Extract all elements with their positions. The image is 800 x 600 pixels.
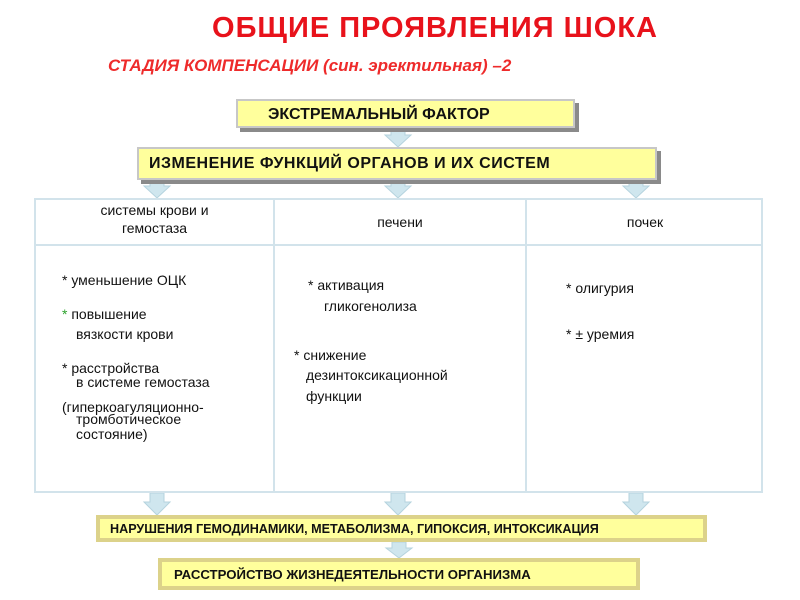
table-header-divider [36,244,761,246]
blood-item-viscosity-text: вязкости крови [76,326,174,342]
arrow-kidney-to-disorders [623,493,649,515]
column-divider [525,200,527,491]
blood-item-viscosity-increase: * повышение [62,306,147,322]
blood-item-bcv-decrease: * уменьшение ОЦК [62,272,187,288]
disorders-box: НАРУШЕНИЯ ГЕМОДИНАМИКИ, МЕТАБОЛИЗМА, ГИПОКСИЯ, ИНТОКСИКАЦИЯ [96,515,707,542]
blood-item-hemostasis-disorder: * расстройства [62,360,160,376]
extreme-factor-box: ЭКСТРЕМАЛЬНЫЙ ФАКТОР [236,99,575,128]
liver-item-detox-decrease: * снижение [294,347,367,363]
column-header-blood: системы крови и гемостаза [100,202,209,236]
column-header-kidney: почек [626,214,664,230]
arrow-disorders-to-result [386,542,412,558]
blood-item-state: состояние) [76,426,148,442]
organ-systems-table [34,198,763,493]
blood-item-hypercoagulation: (гиперкоагуляционно- [62,399,204,415]
arrow-to-column-liver [385,180,411,198]
blood-item-thrombotic: тромботическое [76,411,182,427]
column-divider [273,200,275,491]
liver-item-function-text: функции [306,388,362,404]
arrow-factor-to-changes [385,128,411,147]
arrow-to-column-blood [144,180,170,198]
liver-item-glycogenolysis: * активация [308,277,385,293]
liver-item-detox-text: дезинтоксикационной [306,367,448,383]
organ-function-changes-box: ИЗМЕНЕНИЕ ФУНКЦИЙ ОРГАНОВ И ИХ СИСТЕМ [137,147,657,180]
column-header-liver: печени [377,214,423,230]
diagram-title: ОБЩИЕ ПРОЯВЛЕНИЯ ШОКА [212,12,658,44]
arrow-blood-to-disorders [144,493,170,515]
kidney-item-oliguria: * олигурия [566,280,634,296]
arrow-to-column-kidney [623,180,649,198]
diagram-subtitle: СТАДИЯ КОМПЕНСАЦИИ (син. эректильная) –2 [108,56,512,75]
arrow-liver-to-disorders [385,493,411,515]
kidney-item-uremia: * ± уремия [566,326,635,342]
liver-item-glycogenolysis-text: гликогенолиза [324,298,417,314]
vital-functions-disorder-box: РАССТРОЙСТВО ЖИЗНЕДЕЯТЕЛЬНОСТИ ОРГАНИЗМА [158,558,640,590]
blood-item-hemostasis-text: в системе гемостаза [76,374,210,390]
